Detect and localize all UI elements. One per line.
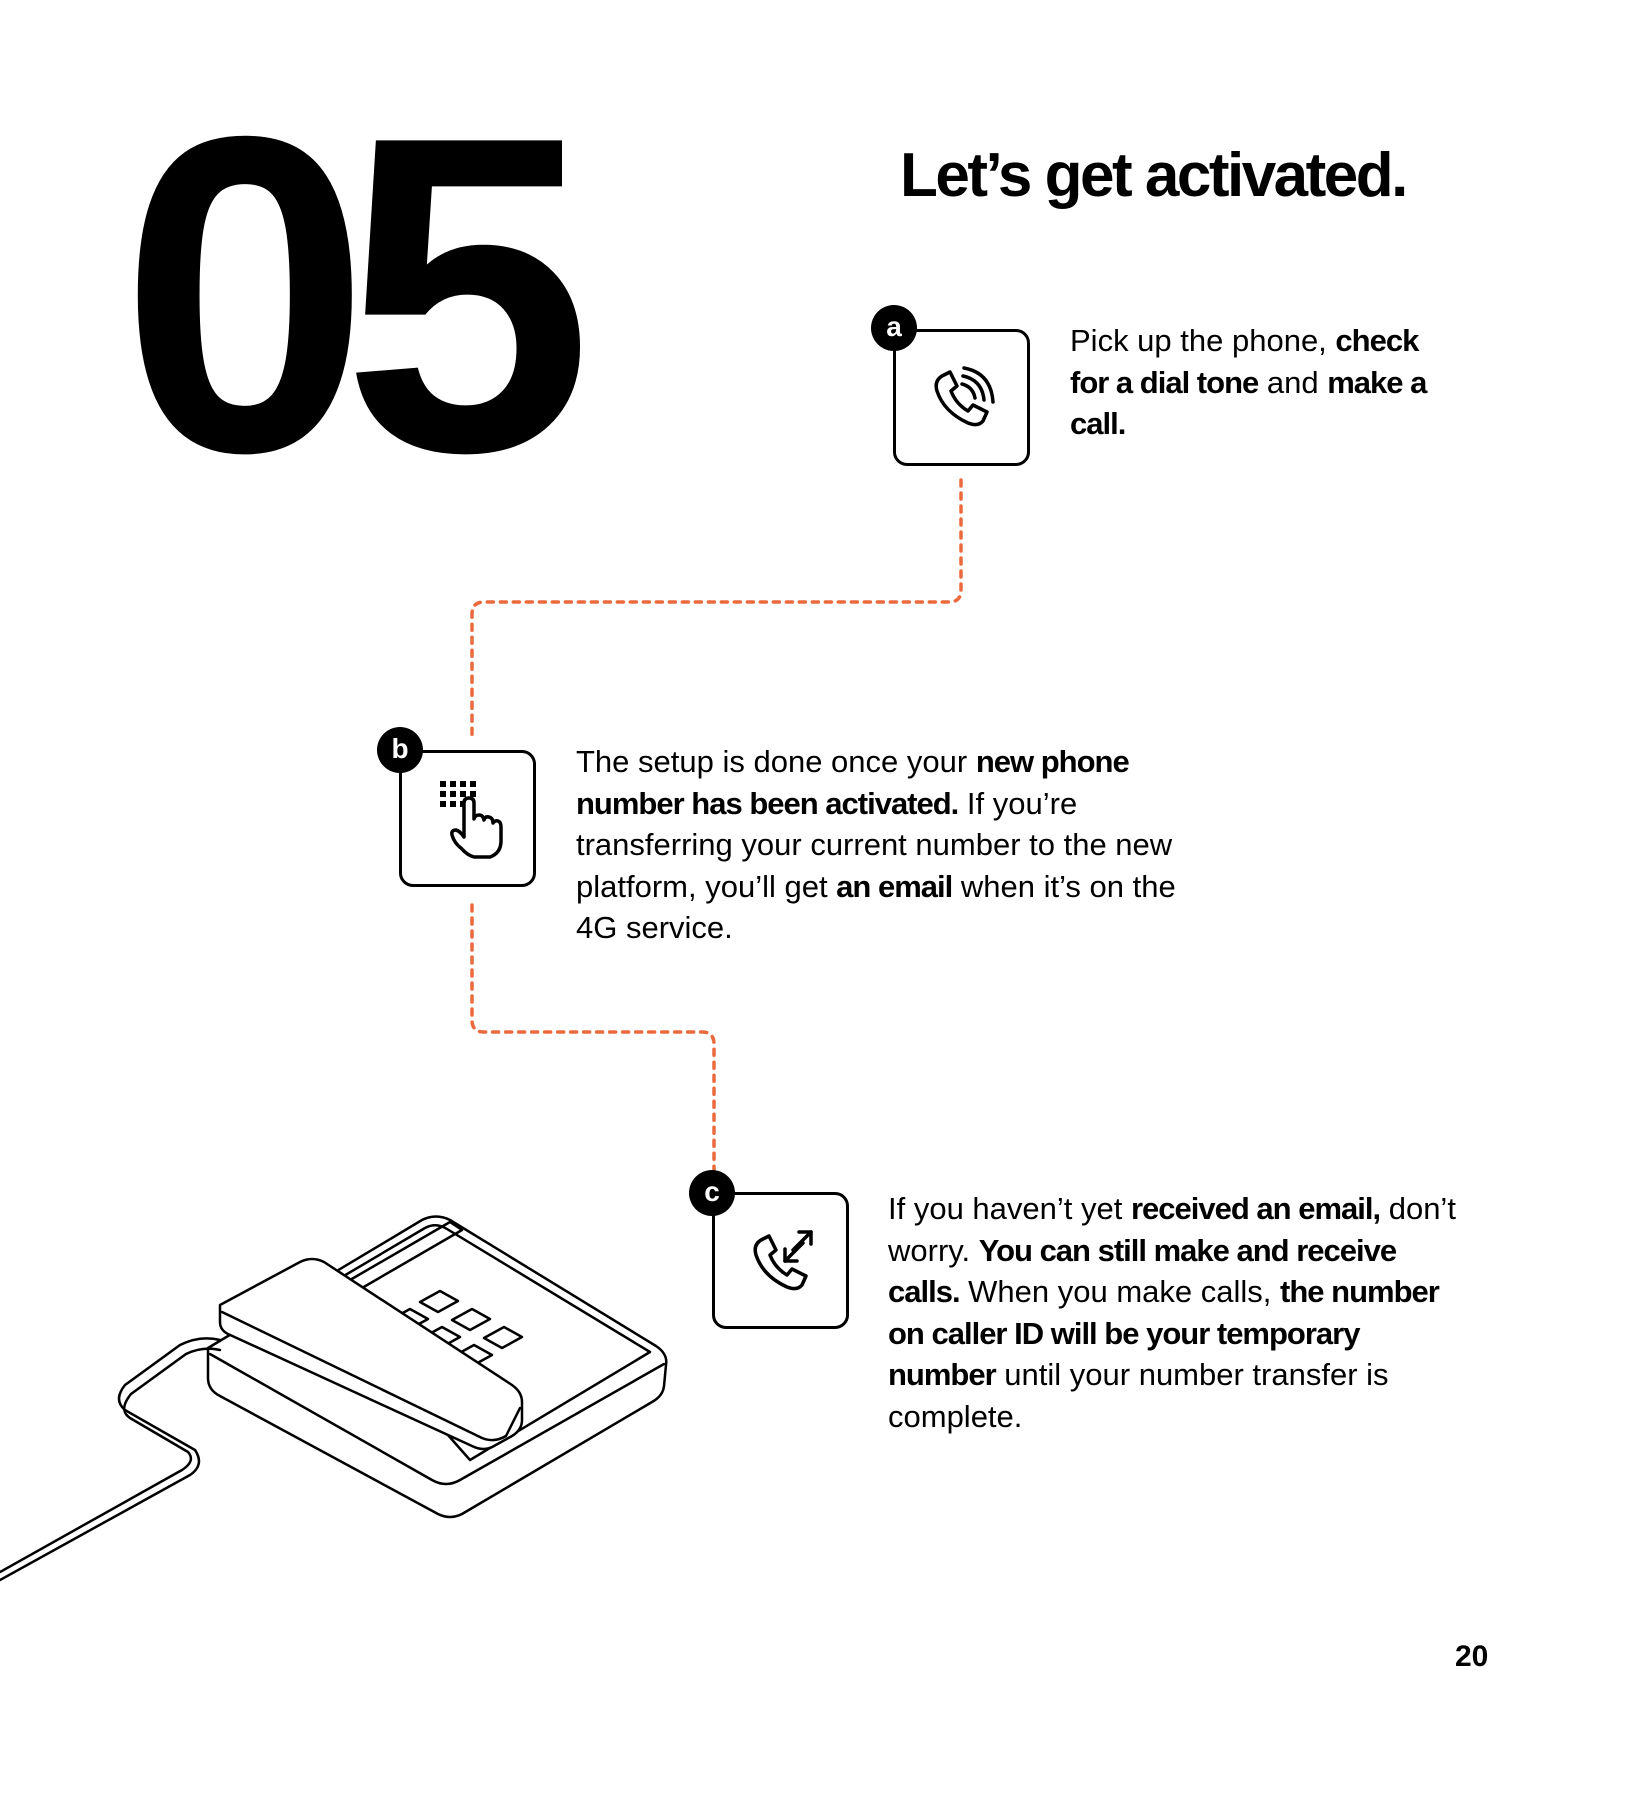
step-a-badge: a [871, 305, 917, 351]
emphasis-text: You can still make and receive calls. [888, 1232, 1397, 1309]
body-text: and [1258, 364, 1328, 400]
step-c-badge: c [689, 1170, 735, 1216]
page-title: Let’s get activated. [900, 141, 1406, 210]
phone-cord [0, 1338, 220, 1580]
body-text: when it’s on the 4G service. [576, 868, 1176, 945]
emphasis-text: the number on caller ID will be your temporary number [888, 1274, 1439, 1392]
body-text: If you haven’t yet [888, 1191, 1131, 1226]
body-text: When you make calls, [959, 1274, 1281, 1309]
body-text: until your number transfer is complete. [888, 1357, 1389, 1434]
emphasis-text: new phone number has been activated. [576, 744, 1129, 821]
emphasis-text: received an email, [1130, 1191, 1381, 1226]
emphasis-text: make a call. [1070, 364, 1427, 441]
body-text: If you’re transferring your current number to the new platform, you’ll get [576, 785, 1173, 904]
page-number: 20 [1455, 1640, 1489, 1673]
section-number: 05 [120, 44, 565, 546]
body-text: Pick up the phone, [1070, 323, 1336, 358]
emphasis-text: check for a dial tone [1070, 323, 1419, 400]
emphasis-text: an email [836, 868, 953, 904]
body-text: The setup is done once your [576, 744, 976, 779]
step-b-badge: b [377, 727, 423, 773]
body-text: don’t worry. [888, 1191, 1456, 1268]
